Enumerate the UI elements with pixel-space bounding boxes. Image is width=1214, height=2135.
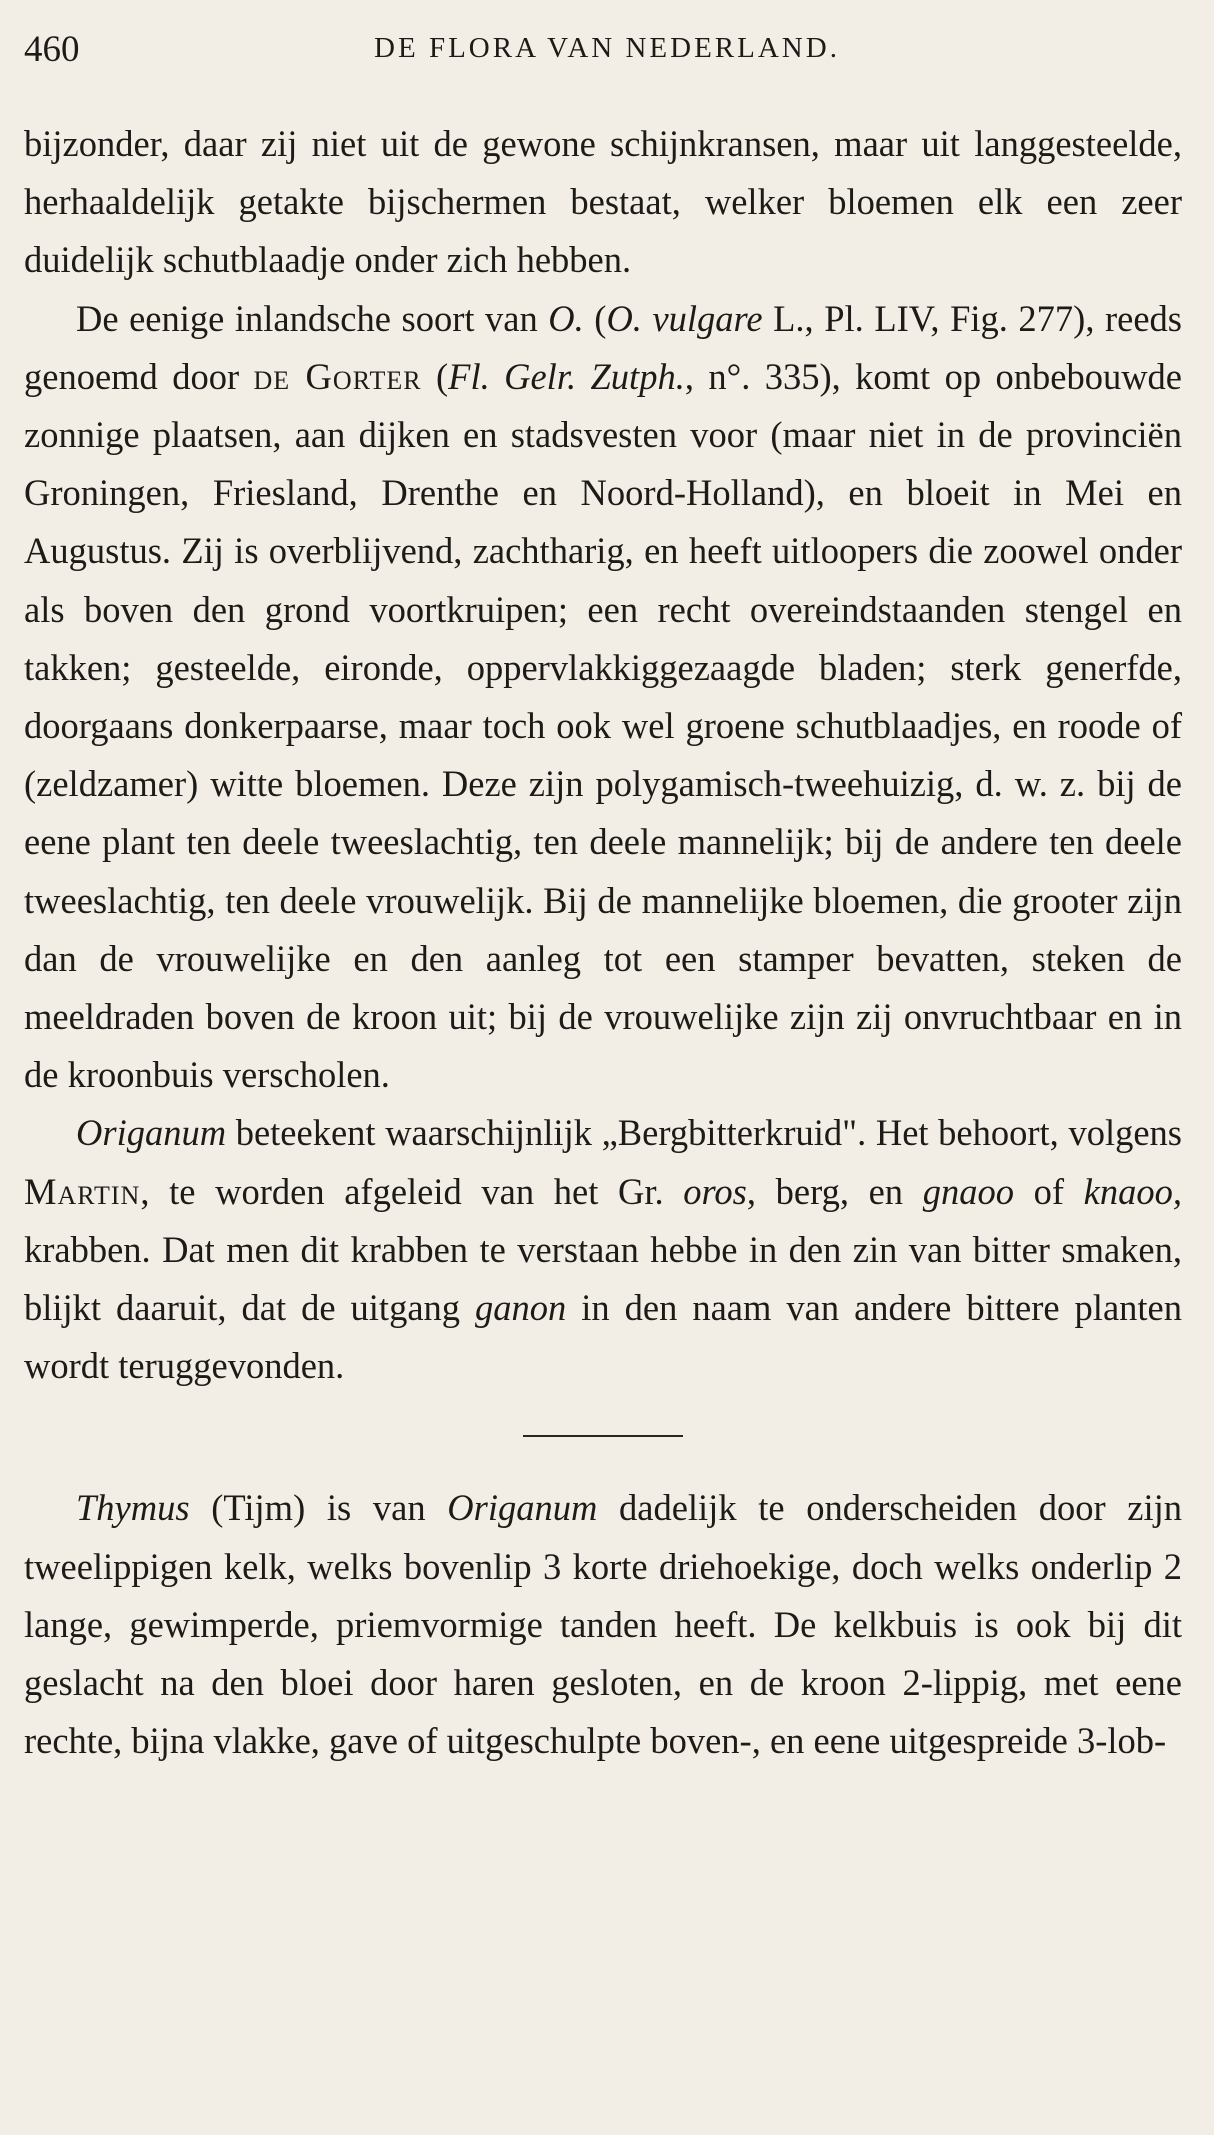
text-run: beteekent waarschijnlijk „Bergbitterkruid". Het behoort, volgens	[226, 1112, 1182, 1154]
text-run: (Tijm) is van	[189, 1487, 448, 1529]
paragraph-thymus	[24, 1479, 1182, 1770]
work-title: Fl. Gelr. Zutph.	[448, 355, 685, 397]
paragraph-origanum-vulgare	[24, 290, 1182, 1105]
text-run: (	[421, 355, 449, 397]
species-name: O. vulgare	[606, 297, 763, 339]
text-run: dadelijk te onderscheiden door zijn tweelippigen kelk, welks bovenlip 3 korte driehoekige, doch welks onderlip 2 lange, gewimperde, priemvormige tanden heeft. De kelkbuis is ook bij dit geslacht na den bloei door haren gesloten, en de kroon 2-lippig, met eene rechte, bijna vlakke, gave of uitgeschulpte boven-, en eene uitgespreide 3-lob-	[24, 1487, 1182, 1762]
text-run: De eenige inlandsche soort van	[76, 297, 549, 339]
genus-name: Origanum	[447, 1487, 598, 1529]
author-name: Martin	[24, 1170, 141, 1212]
page-header	[24, 22, 1190, 72]
greek-word: oros	[683, 1170, 747, 1212]
paragraph-origanum-inflorescence: bijzonder, daar zij niet uit de gewone schijnkransen, maar uit langgesteelde, herhaaldelijk getakte bijschermen bestaat, welker bloemen elk een zeer duidelijk schutblaadje onder zich hebben.	[24, 123, 1182, 281]
text-run: (	[583, 297, 607, 339]
section-divider	[523, 1435, 683, 1437]
greek-word: knaoo,	[1083, 1170, 1182, 1212]
text-run: L., Pl. LIV, Fig. 277), reeds genoemd door	[24, 297, 1182, 397]
genus-name: Thymus	[76, 1487, 190, 1529]
text-run: of	[1013, 1170, 1084, 1212]
page-body	[24, 115, 1182, 1770]
greek-word: gnaoo	[922, 1170, 1014, 1212]
page-number: 460	[24, 29, 80, 70]
text-run: in den naam van andere bittere planten wordt teruggevonden.	[24, 1287, 1182, 1387]
running-head: DE FLORA VAN NEDERLAND.	[374, 32, 840, 64]
genus-abbrev: O.	[548, 297, 584, 339]
greek-word: ganon	[475, 1287, 567, 1329]
text-run: , n°. 335), komt op onbebouwde zonnige plaatsen, aan dijken en stadsvesten voor (maar niet in de provinciën Groningen, Friesland, Drenthe en Noord-Holland), en bloeit in Mei en Augustus. Zij is overblijvend, zachtharig, en heeft uitloopers die zoowel onder als boven den grond voortkruipen; een recht overeindstaanden stengel en takken; gesteelde, eironde, oppervlakkiggezaagde bladen; sterk generfde, doorgaans donkerpaarse, maar toch ook wel groene schutblaadjes, en roode of (zeldzamer) witte bloemen. Deze zijn polygamisch-tweehuizig, d. w. z. bij de eene plant ten deele tweeslachtig, ten deele mannelijk; bij de andere ten deele tweeslachtig, ten deele vrouwelijk. Bij de mannelijke bloemen, die grooter zijn dan de vrouwelijke en den aanleg tot een stamper bevatten, steken de meeldraden boven de kroon uit; bij de vrouwelijke zijn zij onvruchtbaar en in de kroonbuis verscholen.	[24, 355, 1182, 1096]
text-run: , te worden afgeleid van het Gr.	[140, 1170, 684, 1212]
paragraph-origanum-etymology	[24, 1104, 1182, 1395]
text-run: , berg, en	[746, 1170, 923, 1212]
genus-name: Origanum	[76, 1112, 227, 1154]
text-run: krabben. Dat men dit krabben te verstaan hebbe in den zin van bitter smaken, blijkt daaruit, dat de uitgang	[24, 1228, 1182, 1329]
author-name: de Gorter	[253, 355, 422, 397]
